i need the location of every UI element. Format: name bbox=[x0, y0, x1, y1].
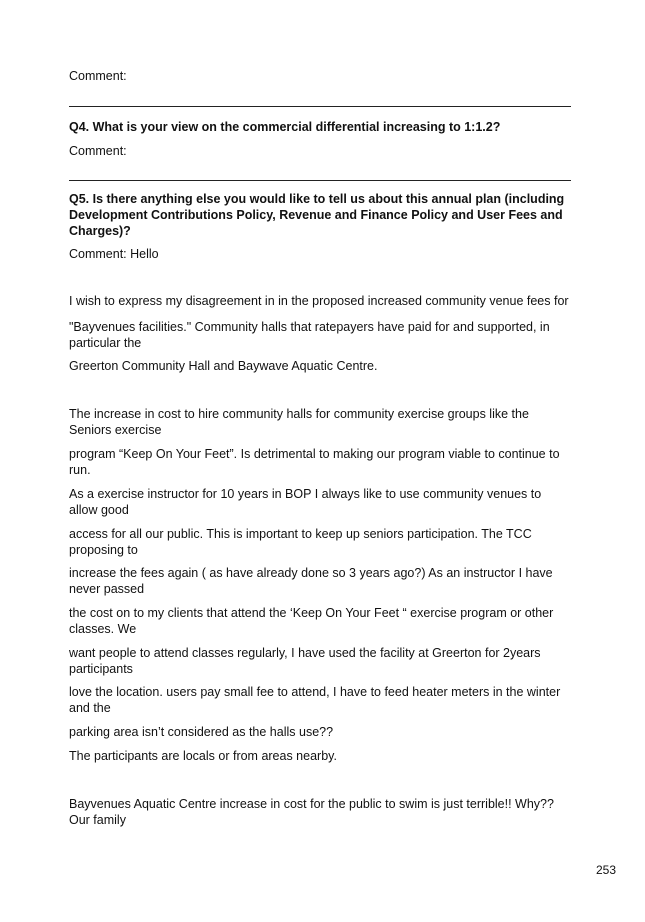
body-paragraph: As a exercise instructor for 10 years in BOP I always like to use community venues to allow good bbox=[69, 487, 542, 517]
section-divider bbox=[69, 180, 571, 181]
body-paragraph: parking area isn’t considered as the halls use?? bbox=[69, 725, 334, 739]
q5-question: Q5. Is there anything else you would like to tell us about this annual plan (including Development Contributions Policy, Revenue and Finance Policy and User Fees and Charges)? bbox=[69, 192, 565, 238]
body-paragraph: want people to attend classes regularly, I have used the facility at Greerton for 2years participants bbox=[69, 646, 541, 676]
body-paragraph: I wish to express my disagreement in in the proposed increased community venue fees for bbox=[69, 294, 569, 308]
q4-question: Q4. What is your view on the commercial differential increasing to 1:1.2? bbox=[69, 120, 501, 134]
section-divider bbox=[69, 106, 571, 107]
page-number: 253 bbox=[595, 863, 616, 877]
body-paragraph: The participants are locals or from areas nearby. bbox=[69, 749, 337, 763]
body-paragraph: love the location. users pay small fee to attend, I have to feed heater meters in the winter and the bbox=[69, 685, 561, 715]
body-paragraph: "Bayvenues facilities." Community halls that ratepayers have paid for and supported, in particular the bbox=[69, 320, 550, 350]
q3-comment-label: Comment: bbox=[69, 69, 127, 83]
body-paragraph: Bayvenues Aquatic Centre increase in cost for the public to swim is just terrible!! Why?? Our family bbox=[69, 797, 554, 827]
q5-comment-text: Comment: Hello bbox=[69, 247, 159, 261]
body-paragraph: Greerton Community Hall and Baywave Aquatic Centre. bbox=[69, 359, 378, 373]
body-paragraph: program “Keep On Your Feet”. Is detrimental to making our program viable to continue to run. bbox=[69, 447, 560, 477]
body-paragraph: the cost on to my clients that attend the ‘Keep On Your Feet “ exercise program or other classes. We bbox=[69, 606, 554, 636]
body-paragraph: The increase in cost to hire community halls for community exercise groups like the Seniors exercise bbox=[69, 407, 529, 437]
body-paragraph: increase the fees again ( as have already done so 3 years ago?) As an instructor I have never passed bbox=[69, 566, 553, 596]
q4-comment-label: Comment: bbox=[69, 144, 127, 158]
body-paragraph: access for all our public. This is important to keep up seniors participation. The TCC proposing to bbox=[69, 527, 532, 557]
